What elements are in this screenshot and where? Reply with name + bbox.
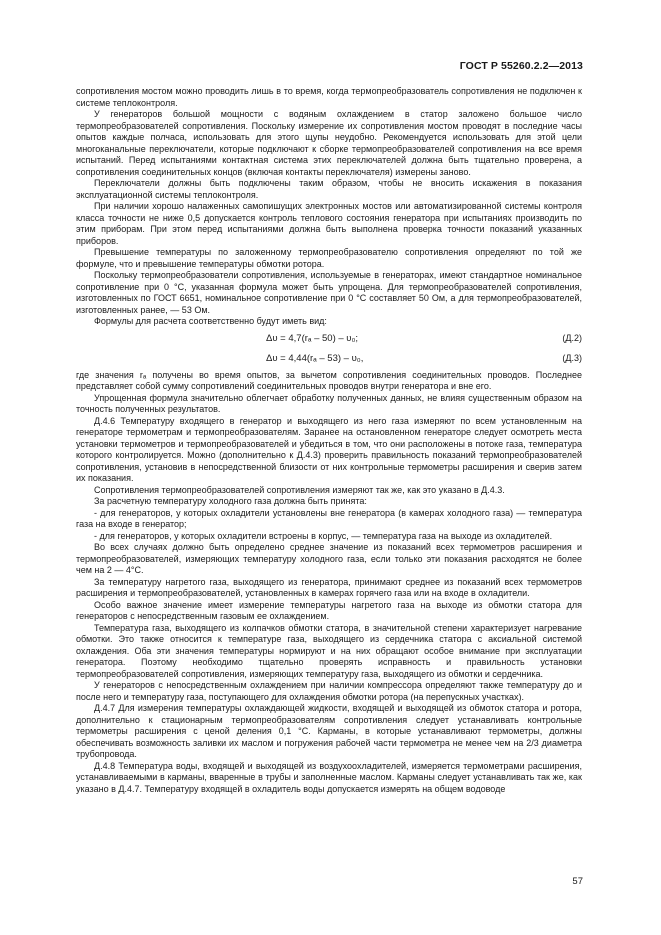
paragraph: Переключатели должны быть подключены таким образом, чтобы не вносить искажения в показания эксплуатационной системы теплоконтроля. [76, 178, 582, 200]
paragraph: При наличии хорошо налаженных самопишущих электронных мостов или автоматизированной системы контроля класса точности не ниже 0,5 допускается контроль теплового состояния генератора при испытаниях производить по этим приборам. При этом перед испытаниями должна быть выполнена проверка точности показаний указанных приборов. [76, 201, 582, 246]
formula-d2 [76, 330, 582, 348]
paragraph: Во всех случаях должно быть определено среднее значение из показаний всех термометров расширения и термопреобразователей, измеряющих температуру холодного газа, если только эти показания расходятся не более чем на 2 — 4°С. [76, 542, 582, 575]
paragraph: сопротивления мостом можно проводить лишь в то время, когда термопреобразователь сопротивления не подключен к системе теплоконтроля. [76, 86, 582, 108]
list-item: - для генераторов, у которых охладители установлены вне генератора (в камерах холодного газа) — температура газа на входе в генератор; [76, 507, 582, 529]
formula-expression: Δυ = 4,7(rₐ – 50) – υ₀; [266, 332, 359, 344]
formula-number: (Д.2) [562, 332, 582, 343]
paragraph: У генераторов с непосредственным охлаждением при наличии компрессора определяют также температуру до и после него и температуру газа, поступающего для охлаждения обмотки ротора (на перепускных участках). [76, 680, 582, 702]
formula-expression: Δυ = 4,44(rₐ – 53) – υ₀, [266, 352, 364, 364]
standard-header: ГОСТ Р 55260.2.2—2013 [459, 60, 583, 72]
paragraph: За температуру нагретого газа, выходящего из генератора, принимают среднее из показаний всех термометров расширения и термопреобразователей, установленных в камерах горячего газа или на входе в охладители. [76, 576, 582, 598]
formula-d3 [76, 350, 582, 368]
body-text [76, 86, 582, 795]
page-number: 57 [572, 876, 583, 887]
paragraph: Сопротивления термопреобразователей сопротивления измеряют так же, как это указано в Д.4.3. [94, 484, 505, 495]
paragraph: У генераторов большой мощности с водяным охлаждением в статор заложено большое число термопреобразователей сопротивления. Поскольку измерение их сопротивления мостом проводят в последние часы опытов каждые полчаса, использовать для этого щупы неудобно. Рекомендуется использовать для этой цели многоканальные переключатели, которые подключают к сборке термопреобразователей сопротивления на все время испытаний. Перед испытаниями контактная система этих переключателей должна быть тщательно проверена, а сопротивления соединительных концов (включая контакты переключателя) измерены заново. [76, 109, 582, 177]
paragraph: Поскольку термопреобразователи сопротивления, используемые в генераторах, имеют стандартное номинальное сопротивление при 0 °С, указанная формула может быть упрощена. Для термопреобразователей сопротивления, изготовленных по ГОСТ 6651, номинальное сопротивление при 0 °С составляет 50 Ом, а для термопреобразователей, изготовленных ранее, — 53 Ом. [76, 270, 582, 315]
paragraph: Д.4.7 Для измерения температуры охлаждающей жидкости, входящей и выходящей из обмоток статора и ротора, дополнительно к стационарным термопреобразователям сопротивления следует устанавливать контрольные термометры расширения с ценой деления 0,1 °С. Карманы, в которые устанавливают термометры, должны обеспечивать возможность заливки их маслом и погружения рабочей части термометра не менее чем на 2/3 диаметра трубопровода. [76, 703, 582, 759]
paragraph: Особо важное значение имеет измерение температуры нагретого газа на выходе из обмотки статора для генераторов с непосредственным газовым ее охлаждением. [76, 599, 582, 621]
paragraph: За расчетную температуру холодного газа должна быть принята: [94, 496, 367, 506]
paragraph: Превышение температуры по заложенному термопреобразователю сопротивления определяют по той же формуле, что и превышение температуры обмотки ротора. [76, 247, 582, 269]
paragraph: Д.4.6 Температуру входящего в генератор и выходящего из него газа измеряют по всем установленным на генераторе термометрам и термопреобразователям. Заранее на остановленном генераторе следует осмотреть места установки термометров и термопреобразователей и убедиться в том, что они расположены в потоке газа, температура которого контролируется. Можно (дополнительно к Д.4.3) проверить правильность показаний термопреобразователей сопротивления, установив в непосредственной близости от них контрольные термометры расширения и сверив затем их показания. [76, 415, 582, 483]
paragraph: Температура газа, выходящего из колпачков обмотки статора, в значительной степени характеризует нагревание обмотки. Это также относится к температуре газа, выходящего из сердечника статора с аксиальной системой охлаждения. Оба эти значения температуры нормируют и на них обращают особое внимание при эксплуатации генератора. Поэтому необходимо тщательно проверять исправность и правильность установки термопреобразователей сопротивления, измеряющих температуру газа, выходящего из обмотки и сердечника. [76, 622, 582, 679]
formula-number: (Д.3) [562, 352, 582, 363]
list-item: - для генераторов, у которых охладители встроены в корпус, — температура газа на выходе из охладителей. [94, 530, 553, 541]
paragraph: Упрощенная формула значительно облегчает обработку полученных данных, не влияя существенным образом на точность полученных результатов. [76, 392, 582, 414]
paragraph: Д.4.8 Температура воды, входящей и выходящей из воздухоохладителей, измеряется термометрами расширения, устанавливаемыми в карманы, вваренные в трубы и заполненные маслом. Карманы следует устанавливать так же, как указано в Д.4.7. Температуру входящей в охладитель воды допускается измерять на общем водоводе [76, 760, 582, 794]
paragraph: Формулы для расчета соответственно будут иметь вид: [94, 316, 327, 326]
paragraph: где значения rₐ получены во время опытов, за вычетом сопротивления соединительных проводов. Последнее представляет собой сумму сопротивлений соединительных проводов внутри генератора и вне его. [76, 369, 582, 391]
